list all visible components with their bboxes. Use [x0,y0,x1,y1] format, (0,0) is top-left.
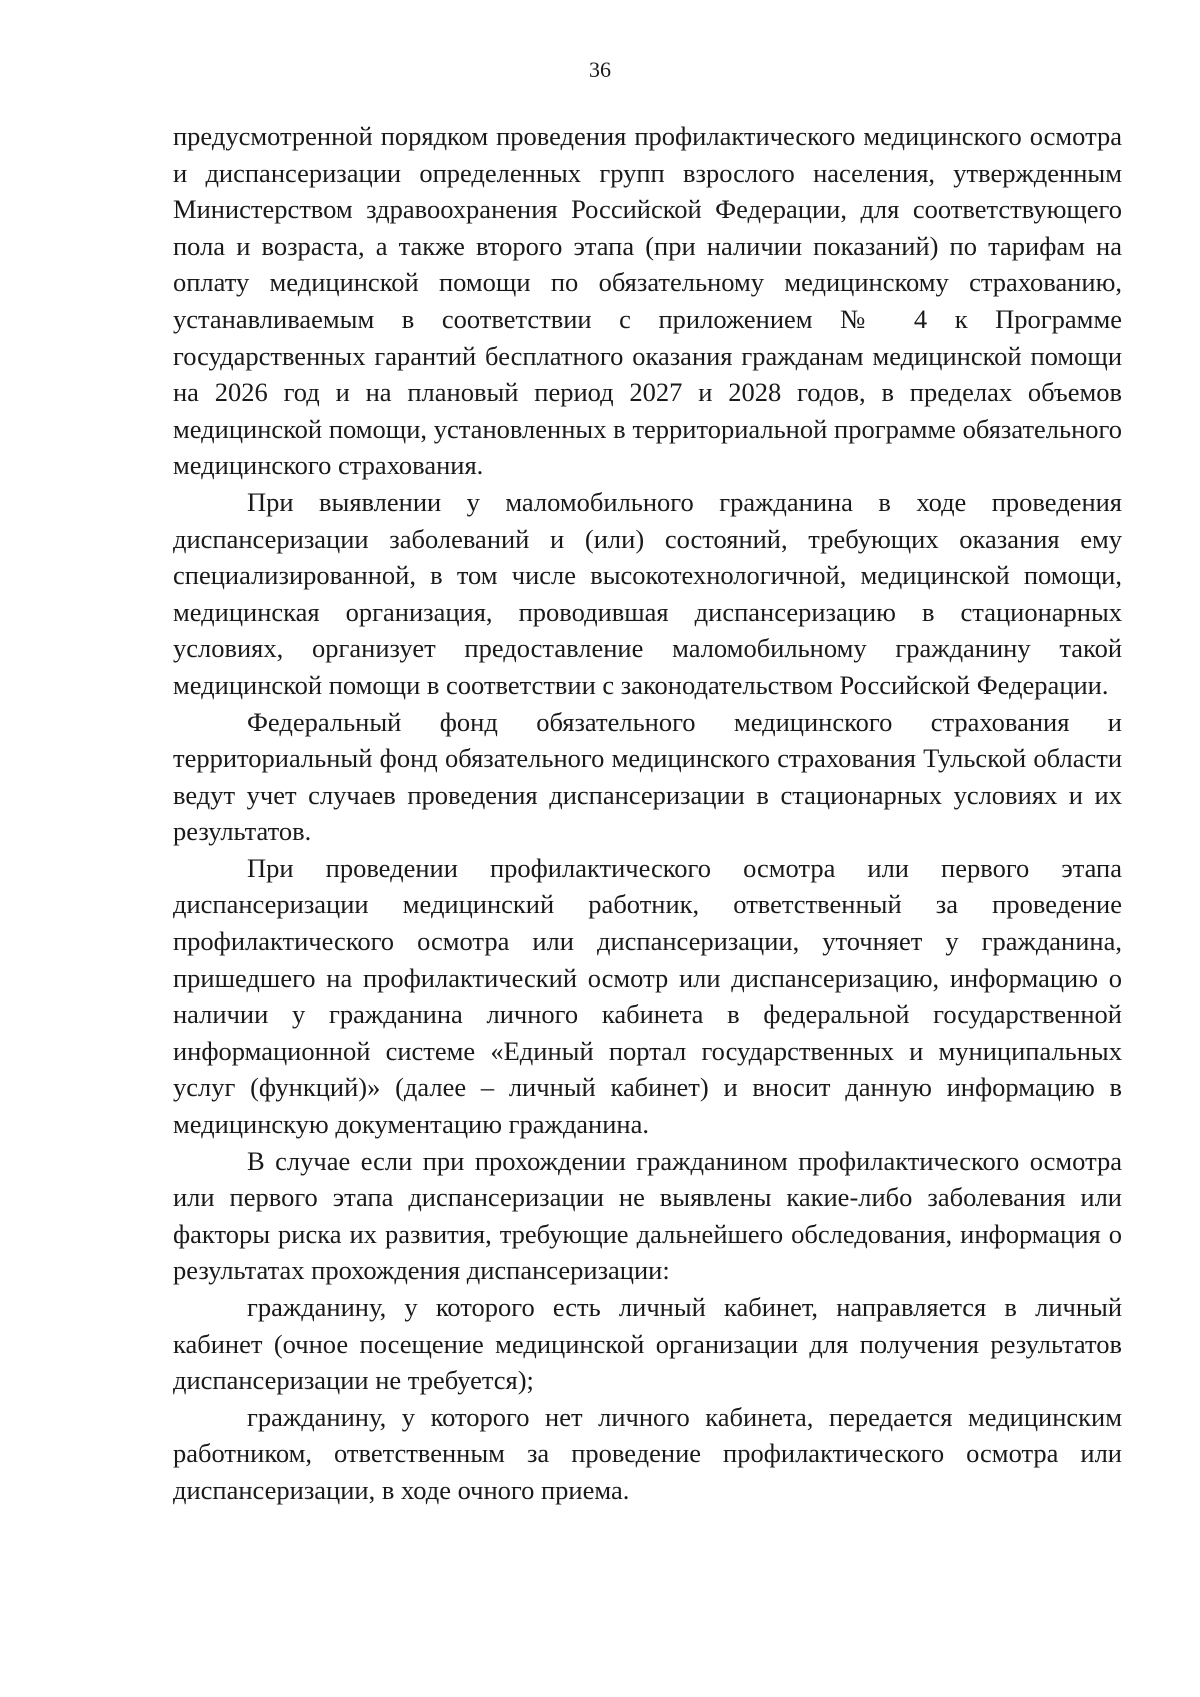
paragraph-continued: предусмотренной порядком проведения профилактического медицинского осмотра и диспансеризации определенных групп взрослого населения, утвержденным Министерством здравоохранения Российской Федерации, для соответствующего пола и возраста, а также второго этапа (при наличии показаний) по тарифам на оплату медицинской помощи по обязательному медицинскому страхованию, устанавливаемым в соответствии с приложением № 4 к Программе государственных гарантий бесплатного оказания гражданам медицинской помощи на 2026 год и на плановый период 2027 и 2028 годов, в пределах объемов медицинской помощи, установленных в территориальной программе обязательного медицинского страхования. [173,121,1122,481]
paragraph: В случае если при прохождении гражданином профилактического осмотра или первого этапа диспансеризации не выявлены какие-либо заболевания или факторы риска их развития, требующие дальнейшего обследования, информация о результатах прохождения диспансеризации: [173,1145,1122,1286]
list-paragraph: гражданину, у которого есть личный кабинет, направляется в личный кабинет (очное посещение медицинской организации для получения результатов диспансеризации не требуется); [173,1292,1122,1396]
page-number: 36 [589,57,611,82]
paragraph: При проведении профилактического осмотра или первого этапа диспансеризации медицинский работник, ответственный за проведение профилактического осмотра или диспансеризации, уточняет у гражданина, пришедшего на профилактический осмотр или диспансеризацию, информацию о наличии у гражданина личного кабинета в федеральной государственной информационной системе «Единый портал государственных и муниципальных услуг (функций)» (далее – личный кабинет) и вносит данную информацию в медицинскую документацию гражданина. [173,852,1122,1140]
paragraph: При выявлении у маломобильного гражданина в ходе проведения диспансеризации заболеваний и (или) состояний, требующих оказания ему специализированной, в том числе высокотехнологичной, медицинской помощи, медицинская организация, проводившая диспансеризацию в стационарных условиях, организует предоставление маломобильному гражданину такой медицинской помощи в соответствии с законодательством Российской Федерации. [173,486,1122,700]
list-paragraph: гражданину, у которого нет личного кабинета, передается медицинским работником, ответственным за проведение профилактического осмотра или диспансеризации, в ходе очного приема. [173,1401,1122,1505]
document-body [173,118,1122,1509]
paragraph: Федеральный фонд обязательного медицинского страхования и территориальный фонд обязательного медицинского страхования Тульской области ведут учет случаев проведения диспансеризации в стационарных условиях и их результатов. [173,706,1122,847]
